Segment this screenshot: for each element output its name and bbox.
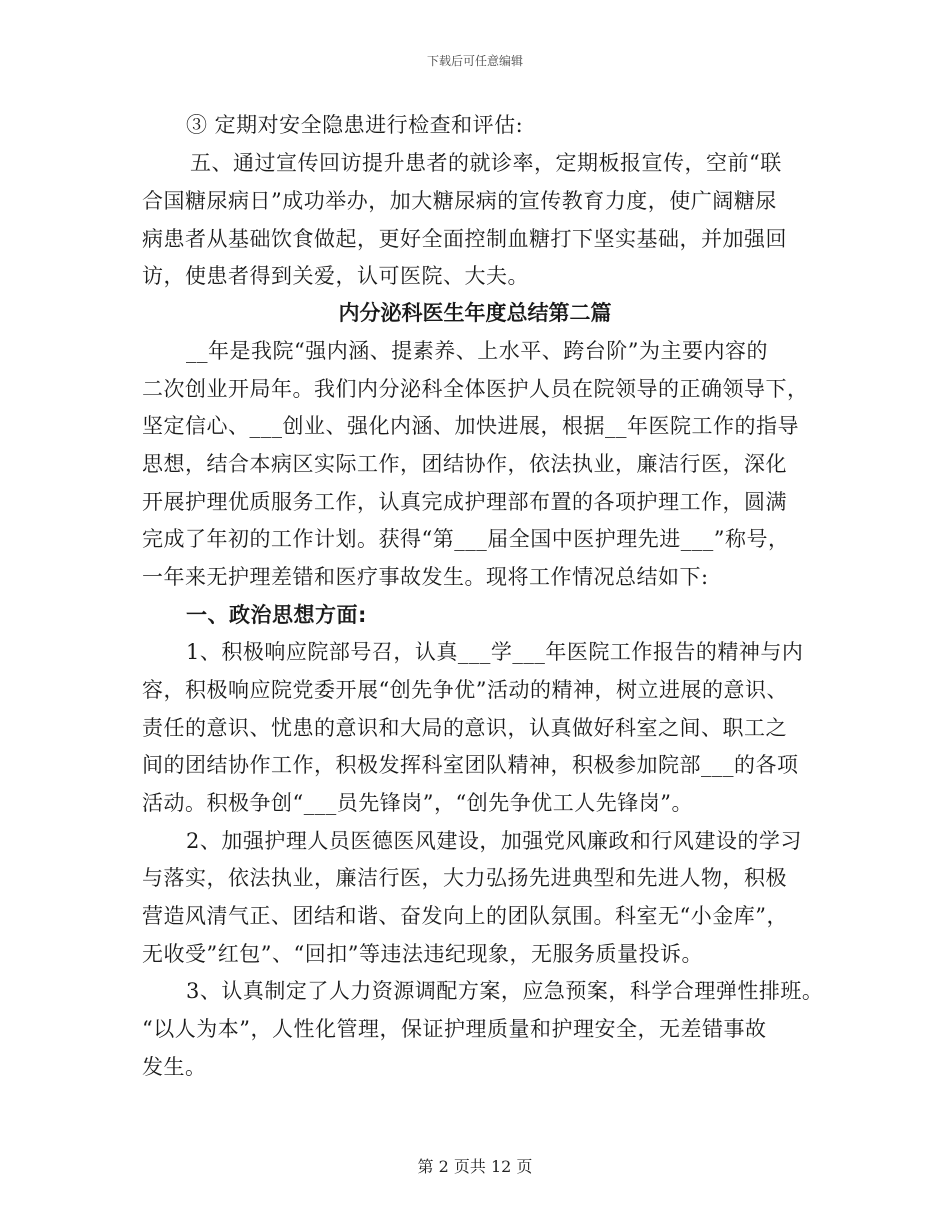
text-line: __年是我院“强内涵、提素养、上水平、跨台阶”为主要内容的 <box>186 339 768 363</box>
page-header: 下载后可任意编辑 <box>426 54 523 68</box>
text-line: 无收受”红包”、“回扣”等违法违纪现象，无服务质量投诉。 <box>142 942 703 966</box>
text-line: 访，使患者得到关爱，认可医院、大夫。 <box>142 264 529 288</box>
text-line: 开展护理优质服务工作，认真完成护理部布置的各项护理工作，圆满 <box>142 490 787 514</box>
text-line: 间的团结协作工作，积极发挥科室团队精神，积极参加院部___的各项 <box>142 753 799 777</box>
text-line: 坚定信心、___创业、强化内涵、加快进展，根据__年医院工作的指导 <box>142 414 799 438</box>
text-line: 责任的意识、忧患的意识和大局的意识，认真做好科室之间、职工之 <box>142 716 787 740</box>
text-line: ③ 定期对安全隐患进行检查和评估: <box>186 113 524 137</box>
subsection-heading: 一、政治思想方面: <box>186 603 367 627</box>
text-line: 2、加强护理人员医德医风建设，加强党风廉政和行风建设的学习 <box>186 829 802 853</box>
text-line: 完成了年初的工作计划。获得“第___届全国中医护理先进___”称号， <box>142 527 790 551</box>
text-line: 与落实，依法执业，廉洁行医，大力弘扬先进典型和先进人物，积极 <box>142 866 787 890</box>
text-line: 一年来无护理差错和医疗事故发生。现将工作情况总结如下: <box>142 565 709 589</box>
text-line: “以人为本”，人性化管理，保证护理质量和护理安全，无差错事故 <box>142 1017 767 1041</box>
text-line: 五、通过宣传回访提升患者的就诊率，定期板报宣传，空前“联 <box>190 151 782 175</box>
section-title: 内分泌科医生年度总结第二篇 <box>338 301 612 325</box>
text-line: 合国糖尿病日”成功举办，加大糖尿病的宣传教育力度，使广阔糖尿 <box>142 189 777 213</box>
page-footer: 第 2 页共 12 页 <box>417 1157 533 1176</box>
text-line: 3、认真制定了人力资源调配方案，应急预案，科学合理弹性排班。 <box>186 979 824 1003</box>
text-line: 发生。 <box>142 1055 207 1079</box>
text-line: 营造风清气正、团结和谐、奋发向上的团队氛围。科室无“小金库”， <box>142 904 788 928</box>
text-line: 二次创业开局年。我们内分泌科全体医护人员在院领导的正确领导下， <box>142 377 809 401</box>
text-line: 活动。积极争创“___员先锋岗”，“创先争优工人先锋岗”。 <box>142 791 693 815</box>
text-line: 病患者从基础饮食做起，更好全面控制血糖打下坚实基础，并加强回 <box>142 227 787 251</box>
text-line: 1、积极响应院部号召，认真___学___年医院工作报告的精神与内 <box>186 640 804 664</box>
text-line: 容，积极响应院党委开展“创先争优”活动的精神，树立进展的意识、 <box>142 678 788 702</box>
text-line: 思想，结合本病区实际工作，团结协作，依法执业，廉洁行医，深化 <box>142 452 787 476</box>
